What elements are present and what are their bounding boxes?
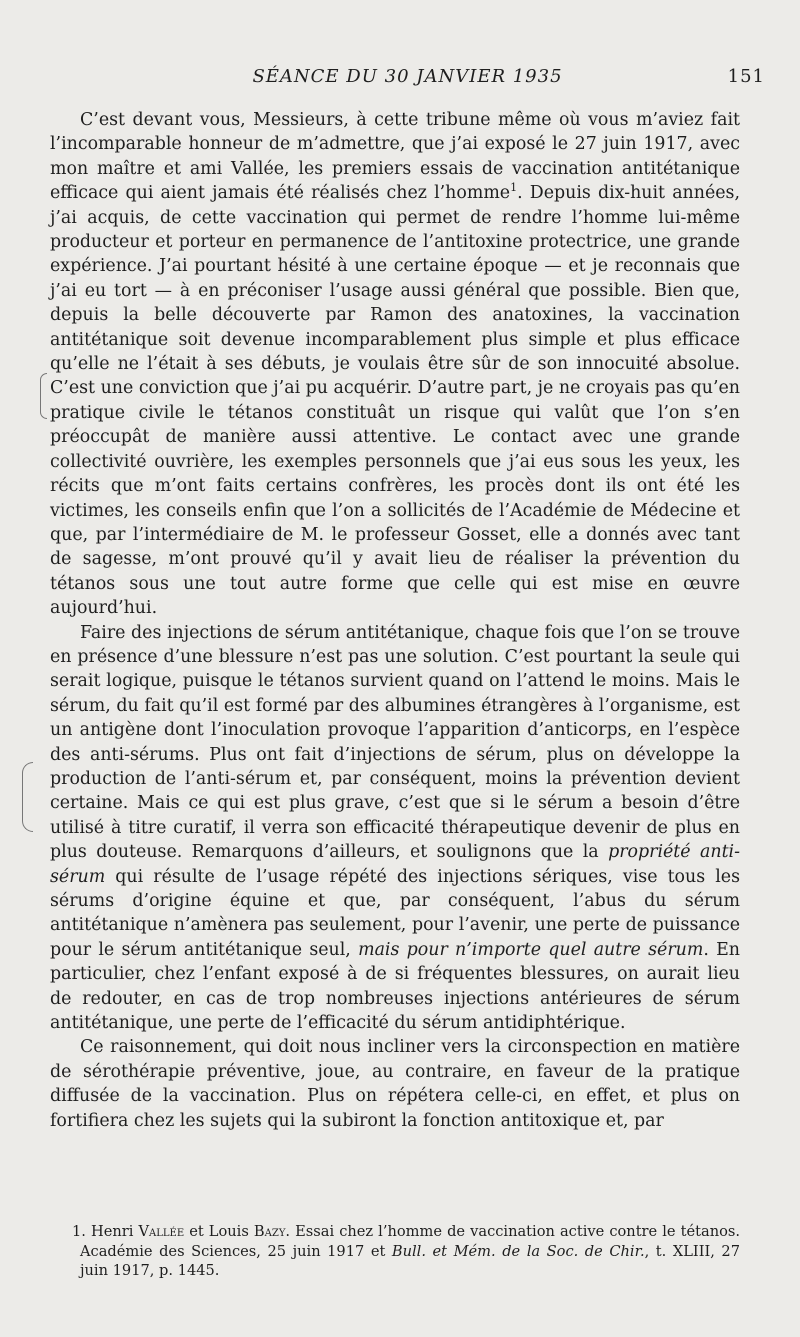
paragraph-text: C’est devant vous, Messieurs, à cette tribune même où vous m’aviez fait l’incomparable honneur de m’admettre, que j’ai exposé le 27 juin 1917, avec mon maître et ami Vallée, les premiers essais de vaccination antitétanique efficace qui aient jamais été réalisés chez l’homme <box>50 110 740 204</box>
emphasized-text: mais pour n’importe quel autre sérum <box>358 939 704 960</box>
paragraph <box>50 108 740 621</box>
footnote-text: . Essai chez l’homme de vaccination active contre le tétanos. Académie des Sciences, 25 juin 1917 et <box>80 1223 741 1260</box>
body-text <box>50 108 740 1133</box>
paragraph-text: . En particulier, chez l’enfant exposé à de si fréquentes blessures, on aurait lieu de redouter, en cas de trop nombreuses injections antérieures de sérum antitétanique, une perte de l’efficacité du sérum antidiphtérique. <box>50 939 740 1034</box>
paragraph-text: . Depuis dix-huit années, j’ai acquis, de cette vaccination qui permet de rendre l’homme lui-même producteur et porteur en permanence de l’antitoxine protectrice, une grande expérience. J’ai pourtant hésité à une certaine époque — et je reconnais que j’ai eu tort — à en préconiser l’usage aussi général que possible. Bien que, depuis la belle découverte par Ramon des anatoxines, la vaccination antitétanique soit devenue incomparablement plus simple et plus efficace qu’elle ne l’était à ses débuts, je voulais être sûr de son innocuité absolue. C’est une conviction que j’ai pu acquérir. D’autre part, je ne croyais pas qu’en pratique civile le tétanos constituât un risque qui valût que l’on s’en préoccupât de manière aussi attentive. Le contact avec une grande collectivité ouvrière, les exemples personnels que j’ai eus sous les yeux, les récits que m’ont faits certains confrères, les procès dont ils ont été les victimes, les conseils enfin que l’on a sollicités de l’Académie de Médecine et que, par l’intermédiaire de M. le professeur Gosset, elle a donnés avec tant de sagesse, m’ont prouvé qu’il y avait lieu de réaliser la prévention du tétanos sous une tout autre forme que celle qui est mise en œuvre aujourd’hui. <box>50 183 740 619</box>
paragraph-text: Faire des injections de sérum antitétanique, chaque fois que l’on se trouve en présence d’une blessure n’est pas une solution. C’est pourtant la seule qui serait logique, puisque le tétanos survient quand on l’attend le moins. Mais le sérum, du fait qu’il est formé par des albumines étrangères à l’organisme, est un antigène dont l’inoculation provoque l’apparition d’anticorps, en l’espèce des anti-sérums. Plus ont fait d’injections de sérum, plus on développe la production de l’anti-sérum et, par conséquent, moins la prévention devient certaine. Mais ce qui est plus grave, c’est que si le sérum a besoin d’être utilisé à titre curatif, il verra son efficacité thérapeutique devenir de plus en plus douteuse. Remarquons d’ailleurs, et soulignons que la <box>50 622 740 863</box>
author-name: Bazy <box>253 1223 286 1240</box>
page-number: 151 <box>727 66 765 87</box>
page-header <box>50 66 765 96</box>
footnote-number: 1. <box>72 1223 86 1240</box>
footnote-text: Henri <box>91 1223 139 1240</box>
footnote <box>50 1222 740 1281</box>
emphasized-text: propriété anti-sérum <box>50 842 740 887</box>
footnote-text: et Louis <box>184 1223 254 1240</box>
paragraph-text: Ce raisonnement, qui doit nous incliner vers la circonspection en matière de sérothérapie préventive, joue, au contraire, en faveur de la pratique diffusée de la vaccination. Plus on répétera celle-ci, en effet, et plus on fortifiera chez les sujets qui la subiront la fonction antitoxique et, par <box>50 1037 740 1131</box>
paragraph <box>50 621 740 1036</box>
margin-bracket <box>22 762 33 832</box>
running-title: SÉANCE DU 30 JANVIER 1935 <box>252 66 563 87</box>
footnote-reference: 1 <box>510 181 518 195</box>
margin-bracket <box>40 373 47 419</box>
paragraph-text: qui résulte de l’usage répété des injections sériques, vise tous les sérums d’origine équine et que, par conséquent, l’abus du sérum antitétanique n’amènera pas seulement, pour l’avenir, une perte de puissance pour le sérum antitétanique seul, <box>50 866 740 960</box>
paragraph <box>50 1035 740 1133</box>
author-name: Vallée <box>138 1223 185 1240</box>
footnotes <box>50 1222 740 1281</box>
journal-title: Bull. et Mém. de la Soc. de Chir. <box>391 1242 645 1260</box>
footnote-text: , t. XLIII, 27 juin 1917, p. 1445. <box>80 1242 740 1279</box>
